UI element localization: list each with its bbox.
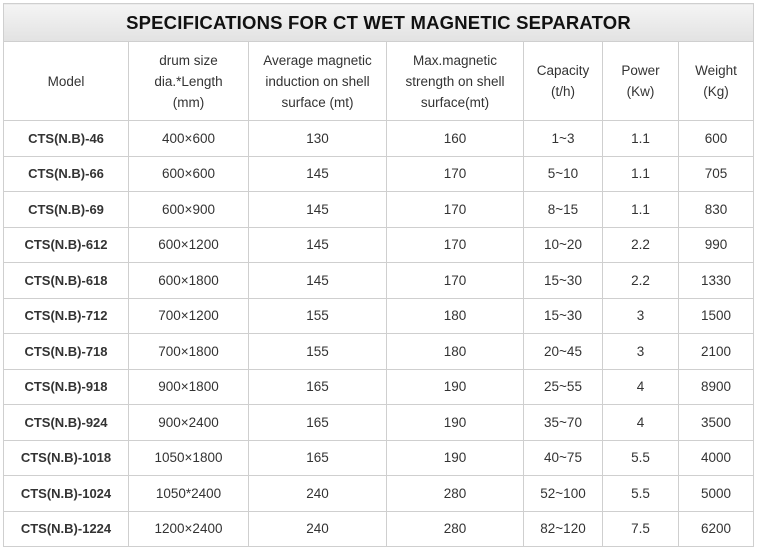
average-induction-cell: 130 bbox=[249, 121, 387, 157]
table-row bbox=[4, 298, 754, 334]
capacity-cell: 25~55 bbox=[524, 369, 603, 405]
average-induction-cell: 155 bbox=[249, 298, 387, 334]
capacity-cell: 8~15 bbox=[524, 192, 603, 228]
model-cell: CTS(N.B)-918 bbox=[4, 369, 129, 405]
drum-size-cell: 1050*2400 bbox=[129, 476, 249, 512]
drum-size-cell: 400×600 bbox=[129, 121, 249, 157]
model-cell: CTS(N.B)-612 bbox=[4, 227, 129, 263]
weight-cell: 600 bbox=[679, 121, 754, 157]
header-line: dia.*Length bbox=[154, 73, 223, 89]
header-average-induction bbox=[249, 42, 387, 121]
table-row bbox=[4, 121, 754, 157]
header-line: Weight bbox=[695, 63, 737, 78]
capacity-cell: 35~70 bbox=[524, 405, 603, 441]
drum-size-cell: 1050×1800 bbox=[129, 440, 249, 476]
power-cell: 5.5 bbox=[603, 440, 679, 476]
header-line: (mm) bbox=[172, 94, 205, 110]
average-induction-cell: 165 bbox=[249, 369, 387, 405]
weight-cell: 990 bbox=[679, 227, 754, 263]
model-cell: CTS(N.B)-718 bbox=[4, 334, 129, 370]
average-induction-cell: 240 bbox=[249, 476, 387, 512]
weight-cell: 4000 bbox=[679, 440, 754, 476]
table-row bbox=[4, 192, 754, 228]
table-row bbox=[4, 369, 754, 405]
header-row bbox=[4, 42, 754, 121]
header-max-strength bbox=[387, 42, 524, 121]
weight-cell: 705 bbox=[679, 156, 754, 192]
header-line: Capacity bbox=[536, 63, 590, 78]
table-row bbox=[4, 263, 754, 299]
weight-cell: 2100 bbox=[679, 334, 754, 370]
average-induction-cell: 145 bbox=[249, 227, 387, 263]
model-cell: CTS(N.B)-46 bbox=[4, 121, 129, 157]
max-strength-cell: 280 bbox=[387, 476, 524, 512]
header-weight bbox=[679, 42, 754, 121]
power-cell: 2.2 bbox=[603, 263, 679, 299]
table-row bbox=[4, 511, 754, 547]
max-strength-cell: 160 bbox=[387, 121, 524, 157]
power-cell: 1.1 bbox=[603, 156, 679, 192]
drum-size-cell: 600×900 bbox=[129, 192, 249, 228]
max-strength-cell: 190 bbox=[387, 405, 524, 441]
power-cell: 3 bbox=[603, 298, 679, 334]
weight-cell: 3500 bbox=[679, 405, 754, 441]
header-line: drum size bbox=[159, 52, 218, 68]
header-line: strength on shell bbox=[405, 73, 505, 89]
average-induction-cell: 240 bbox=[249, 511, 387, 547]
max-strength-cell: 190 bbox=[387, 369, 524, 405]
drum-size-cell: 900×2400 bbox=[129, 405, 249, 441]
header-capacity bbox=[524, 42, 603, 121]
header-drum-size bbox=[129, 42, 249, 121]
capacity-cell: 40~75 bbox=[524, 440, 603, 476]
weight-cell: 5000 bbox=[679, 476, 754, 512]
header-line: (Kw) bbox=[626, 84, 655, 99]
table-row bbox=[4, 334, 754, 370]
model-cell: CTS(N.B)-618 bbox=[4, 263, 129, 299]
model-cell: CTS(N.B)-712 bbox=[4, 298, 129, 334]
average-induction-cell: 165 bbox=[249, 440, 387, 476]
table-row bbox=[4, 476, 754, 512]
drum-size-cell: 600×1200 bbox=[129, 227, 249, 263]
average-induction-cell: 165 bbox=[249, 405, 387, 441]
capacity-cell: 15~30 bbox=[524, 263, 603, 299]
power-cell: 7.5 bbox=[603, 511, 679, 547]
capacity-cell: 5~10 bbox=[524, 156, 603, 192]
header-line: Model bbox=[47, 73, 85, 89]
max-strength-cell: 170 bbox=[387, 227, 524, 263]
table-row bbox=[4, 227, 754, 263]
model-cell: CTS(N.B)-924 bbox=[4, 405, 129, 441]
table-body bbox=[4, 121, 754, 547]
weight-cell: 8900 bbox=[679, 369, 754, 405]
header-power bbox=[603, 42, 679, 121]
weight-cell: 6200 bbox=[679, 511, 754, 547]
power-cell: 2.2 bbox=[603, 227, 679, 263]
model-cell: CTS(N.B)-1224 bbox=[4, 511, 129, 547]
average-induction-cell: 145 bbox=[249, 192, 387, 228]
capacity-cell: 82~120 bbox=[524, 511, 603, 547]
drum-size-cell: 700×1200 bbox=[129, 298, 249, 334]
table-row bbox=[4, 405, 754, 441]
drum-size-cell: 600×1800 bbox=[129, 263, 249, 299]
drum-size-cell: 1200×2400 bbox=[129, 511, 249, 547]
max-strength-cell: 180 bbox=[387, 298, 524, 334]
max-strength-cell: 170 bbox=[387, 192, 524, 228]
power-cell: 1.1 bbox=[603, 192, 679, 228]
model-cell: CTS(N.B)-66 bbox=[4, 156, 129, 192]
capacity-cell: 20~45 bbox=[524, 334, 603, 370]
drum-size-cell: 900×1800 bbox=[129, 369, 249, 405]
header-line: induction on shell bbox=[265, 73, 370, 89]
header-line: Max.magnetic bbox=[412, 52, 498, 68]
max-strength-cell: 190 bbox=[387, 440, 524, 476]
drum-size-cell: 700×1800 bbox=[129, 334, 249, 370]
max-strength-cell: 180 bbox=[387, 334, 524, 370]
spec-table-container bbox=[3, 3, 753, 547]
max-strength-cell: 170 bbox=[387, 156, 524, 192]
weight-cell: 830 bbox=[679, 192, 754, 228]
power-cell: 5.5 bbox=[603, 476, 679, 512]
capacity-cell: 1~3 bbox=[524, 121, 603, 157]
header-line: Average magnetic bbox=[263, 52, 372, 68]
header-model bbox=[4, 42, 129, 121]
max-strength-cell: 280 bbox=[387, 511, 524, 547]
power-cell: 4 bbox=[603, 369, 679, 405]
header-line: surface(mt) bbox=[420, 94, 490, 110]
table-row bbox=[4, 156, 754, 192]
capacity-cell: 52~100 bbox=[524, 476, 603, 512]
table-title: SPECIFICATIONS FOR CT WET MAGNETIC SEPARATOR bbox=[4, 4, 754, 42]
weight-cell: 1500 bbox=[679, 298, 754, 334]
capacity-cell: 10~20 bbox=[524, 227, 603, 263]
drum-size-cell: 600×600 bbox=[129, 156, 249, 192]
power-cell: 4 bbox=[603, 405, 679, 441]
header-line: (t/h) bbox=[550, 84, 575, 99]
average-induction-cell: 155 bbox=[249, 334, 387, 370]
model-cell: CTS(N.B)-69 bbox=[4, 192, 129, 228]
power-cell: 3 bbox=[603, 334, 679, 370]
average-induction-cell: 145 bbox=[249, 156, 387, 192]
power-cell: 1.1 bbox=[603, 121, 679, 157]
spec-table bbox=[3, 3, 754, 547]
header-line: (Kg) bbox=[703, 84, 729, 99]
model-cell: CTS(N.B)-1018 bbox=[4, 440, 129, 476]
max-strength-cell: 170 bbox=[387, 263, 524, 299]
weight-cell: 1330 bbox=[679, 263, 754, 299]
header-line: Power bbox=[621, 63, 660, 78]
average-induction-cell: 145 bbox=[249, 263, 387, 299]
table-row bbox=[4, 440, 754, 476]
capacity-cell: 15~30 bbox=[524, 298, 603, 334]
model-cell: CTS(N.B)-1024 bbox=[4, 476, 129, 512]
header-line: surface (mt) bbox=[281, 94, 354, 110]
